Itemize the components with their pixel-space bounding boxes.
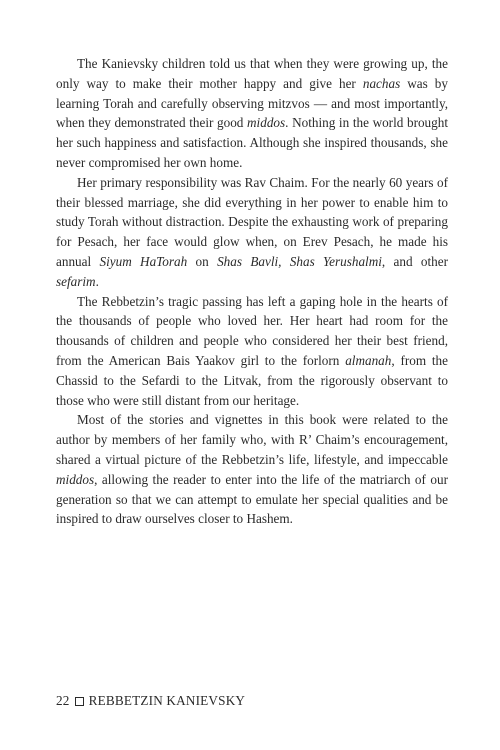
italic-term: sefarim — [56, 273, 96, 289]
text-run: The Kanievsky children told us that when they were growing up, the only way to make their mother happy and give her — [56, 56, 448, 91]
italic-term: middos — [56, 471, 95, 487]
text-run: . Nothing in the world brought her such happiness and satisfaction. Although she inspired thousands, she never compromised her own home. — [56, 115, 448, 170]
paragraph — [56, 292, 448, 411]
text-run: was by learning Torah and carefully observing mitzvos — and most importantly, when they demonstrated their good — [56, 75, 448, 131]
text-run: The Rebbetzin’s tragic passing has left a gaping hole in the hearts of the thousands of people who loved her. Her heart had room for the thousands of children and people who considered her their best friend, from the American Bais Yaakov girl to the forlorn — [56, 293, 448, 368]
italic-term: Shas Bavli, Shas Yerushalmi — [217, 253, 382, 269]
paragraph — [56, 410, 448, 529]
text-run: Her primary responsibility was Rav Chaim. For the nearly 60 years of their blessed marriage, she did everything in her power to enable him to study Torah without distraction. Despite the exhausting work of preparing for Pesach, her face would glow when, on Erev Pesach, he made his annual — [56, 174, 448, 269]
text-run: , allowing the reader to enter into the life of the matriarch of our generation so that we can attempt to emulate her special qualities and be inspired to draw ourselves closer to Hashem. — [56, 471, 448, 527]
italic-term: almanah — [345, 352, 392, 368]
italic-term: middos — [247, 115, 286, 131]
page-footer — [56, 693, 245, 709]
paragraph — [56, 54, 448, 173]
text-run: on — [187, 253, 218, 269]
box-separator-icon — [75, 697, 84, 706]
text-run: . — [95, 273, 99, 289]
text-run: , from the Chassid to the Sefardi to the Litvak, from the rigorously observant to those who were still distant from our heritage. — [56, 352, 448, 408]
text-run: , and other — [381, 253, 449, 269]
page-body-text — [56, 54, 448, 529]
italic-term: Siyum HaTorah — [99, 253, 188, 269]
text-run: Most of the stories and vignettes in this book were related to the author by members of her family who, with R’ Chaim’s encouragement, shared a virtual picture of the Rebbetzin’s life, lifestyle, and impeccable — [56, 412, 448, 467]
paragraph — [56, 173, 448, 292]
page-number: 22 — [56, 693, 70, 708]
italic-term: nachas — [362, 75, 401, 91]
running-title: REBBETZIN KANIEVSKY — [88, 693, 246, 708]
